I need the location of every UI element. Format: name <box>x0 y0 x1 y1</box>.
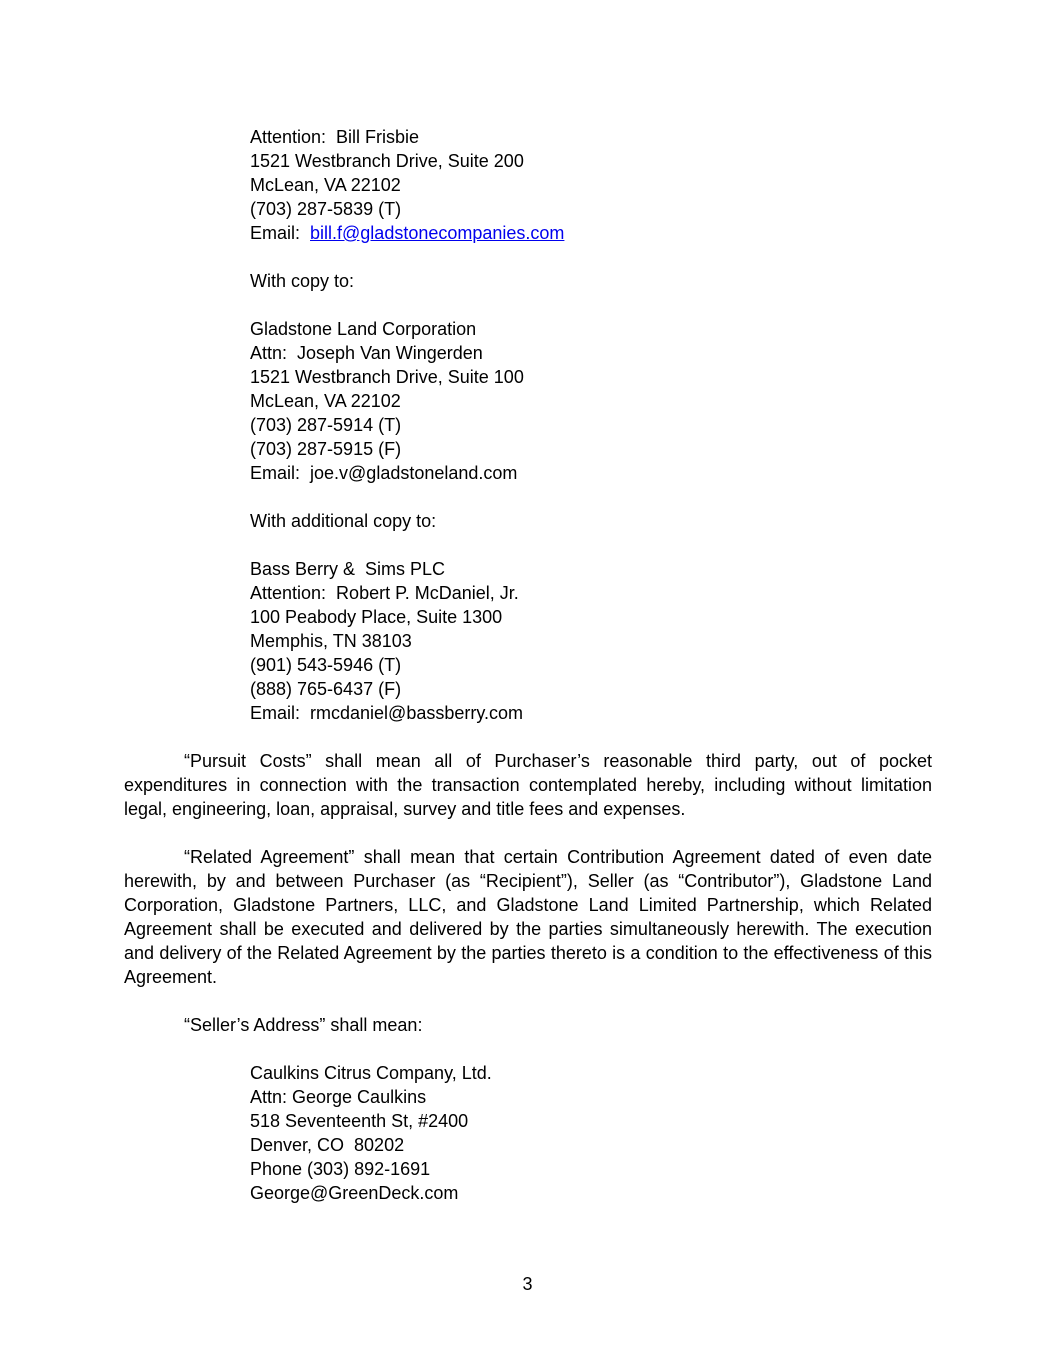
address-line: (703) 287-5839 (T) <box>250 199 402 219</box>
definition-pursuit-costs: “Pursuit Costs” shall mean all of Purchaser’s reasonable third party, out of pocket expenditures in connection with the transaction contemplated hereby, including without limitation legal, engineering, loan, appraisal, survey and title fees and expenses. <box>124 751 932 819</box>
email-line <box>250 221 932 245</box>
address-line: Attn: Joseph Van Wingerden <box>250 343 483 363</box>
copy-to-line: With copy to: <box>250 271 355 291</box>
copy-address <box>250 317 932 485</box>
purchaser-attention-address <box>250 125 932 245</box>
address-line: Caulkins Citrus Company, Ltd. <box>250 1063 492 1083</box>
page-number: 3 <box>522 1274 533 1294</box>
address-line: Attn: George Caulkins <box>250 1087 427 1107</box>
address-line: McLean, VA 22102 <box>250 175 401 195</box>
address-line: Attention: Bill Frisbie <box>250 127 420 147</box>
address-line: Gladstone Land Corporation <box>250 319 477 339</box>
address-line: 518 Seventeenth St, #2400 <box>250 1111 469 1131</box>
additional-copy-address <box>250 557 932 725</box>
address-line: Phone (303) 892-1691 <box>250 1159 431 1179</box>
address-line: (703) 287-5915 (F) <box>250 439 402 459</box>
address-line: 100 Peabody Place, Suite 1300 <box>250 607 503 627</box>
seller-address <box>250 1061 932 1205</box>
address-line: Email: joe.v@gladstoneland.com <box>250 463 518 483</box>
address-line: 1521 Westbranch Drive, Suite 100 <box>250 367 524 387</box>
with-additional-copy-to-label <box>250 509 932 533</box>
address-line: (888) 765-6437 (F) <box>250 679 402 699</box>
address-line: Attention: Robert P. McDaniel, Jr. <box>250 583 519 603</box>
address-line: 1521 Westbranch Drive, Suite 200 <box>250 151 524 171</box>
address-line: Email: rmcdaniel@bassberry.com <box>250 703 524 723</box>
address-line: McLean, VA 22102 <box>250 391 401 411</box>
copy-to-line: With additional copy to: <box>250 511 437 531</box>
definition-related-agreement: “Related Agreement” shall mean that certain Contribution Agreement dated of even date herewith, by and between Purchaser (as “Recipient”), Seller (as “Contributor”), Gladstone Land Corporation, Gladstone Partners, LLC, and Gladstone Land Limited Partnership, which Related Agreement shall be executed and delivered by the parties simultaneously herewith. The execution and delivery of the Related Agreement by the parties thereto is a condition to the effectiveness of this Agreement. <box>124 847 932 987</box>
with-copy-to-label <box>250 269 932 293</box>
address-line: Memphis, TN 38103 <box>250 631 412 651</box>
address-line: George@GreenDeck.com <box>250 1183 459 1203</box>
definition-sellers-address-intro: “Seller’s Address” shall mean: <box>184 1015 423 1035</box>
address-line: (703) 287-5914 (T) <box>250 415 402 435</box>
address-line: (901) 543-5946 (T) <box>250 655 402 675</box>
email-label: Email: <box>250 223 311 243</box>
email-link[interactable]: bill.f@gladstonecompanies.com <box>310 223 565 243</box>
address-line: Bass Berry & Sims PLC <box>250 559 446 579</box>
address-line: Denver, CO 80202 <box>250 1135 405 1155</box>
